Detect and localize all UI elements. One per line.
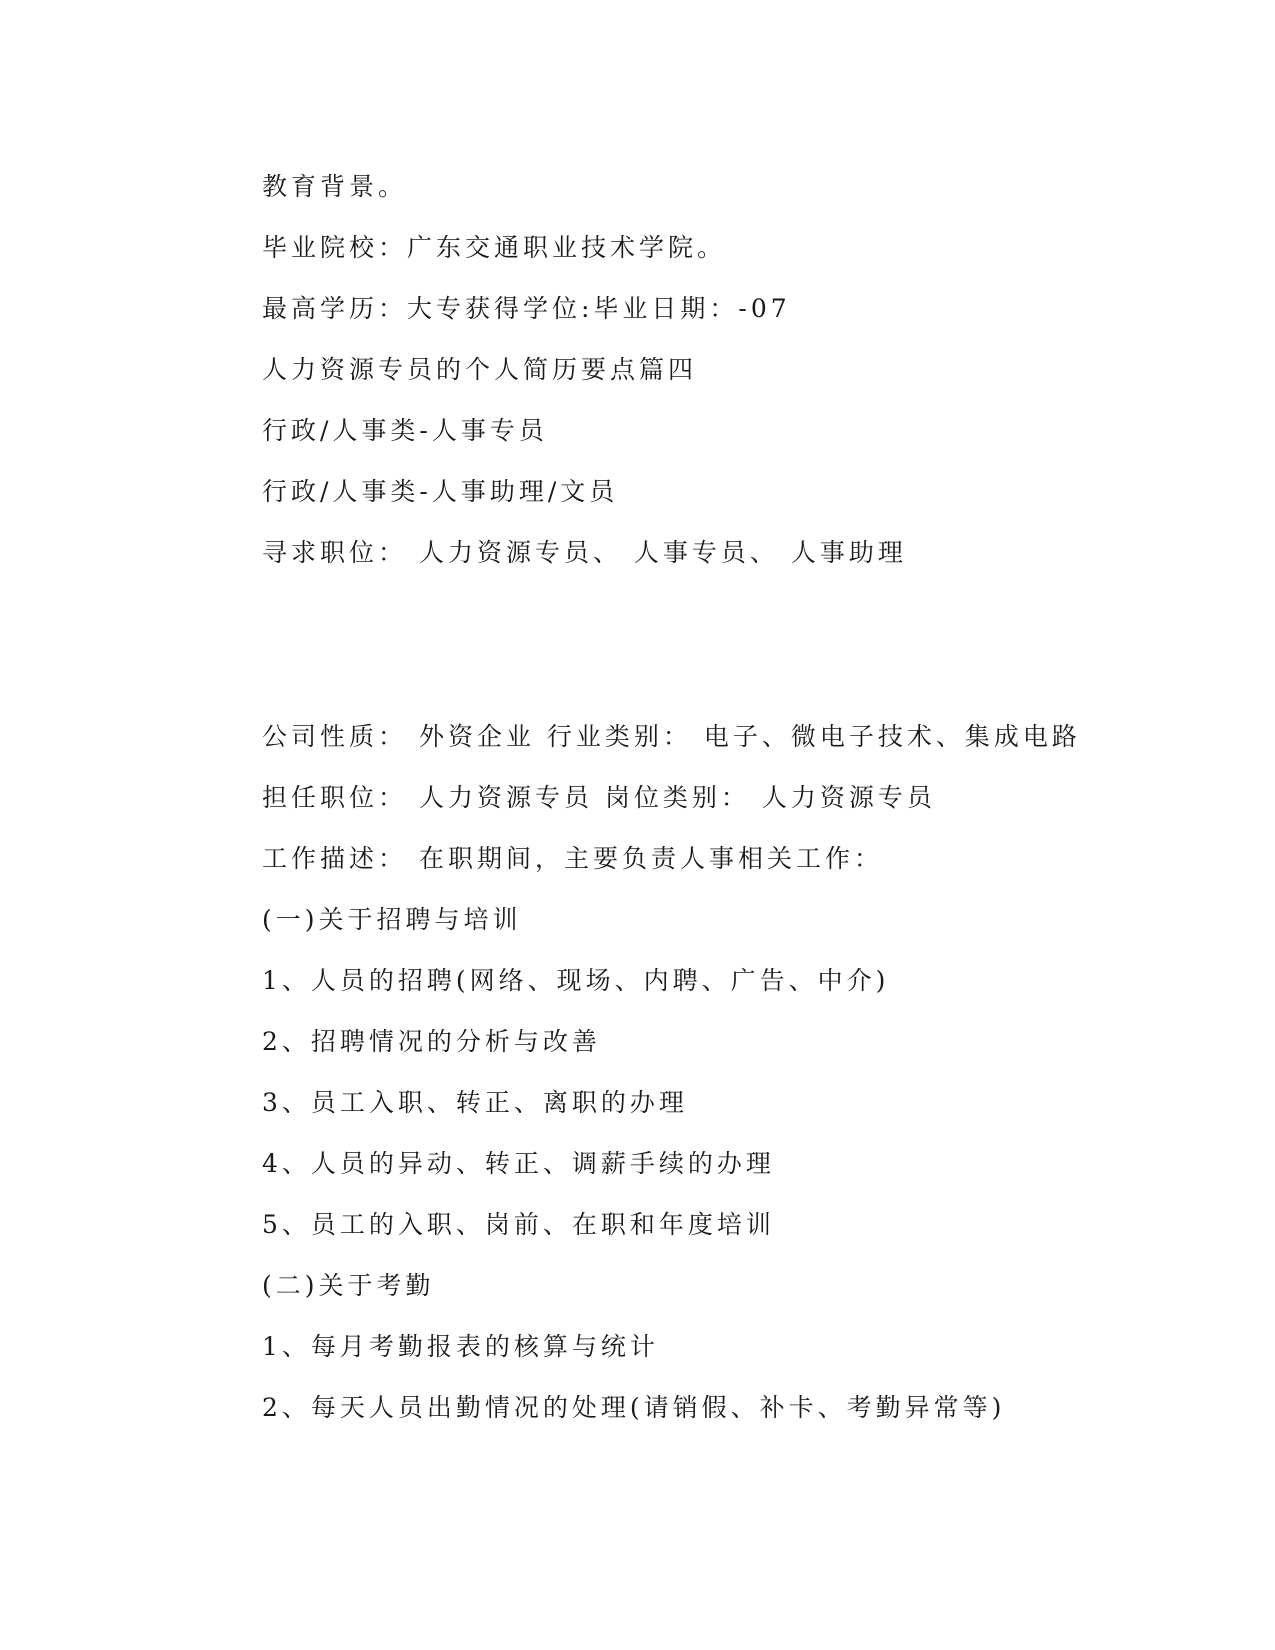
- job-category-line-2: 行政/人事类-人事助理/文员: [262, 477, 619, 506]
- graduate-school-line: 毕业院校：广东交通职业技术学院。: [262, 233, 727, 262]
- list-item: 5、员工的入职、岗前、在职和年度培训: [262, 1210, 775, 1239]
- education-heading: 教育背景。: [262, 172, 408, 201]
- desired-position-line: 寻求职位： 人力资源专员、 人事专员、 人事助理: [262, 538, 907, 567]
- list-item: 2、招聘情况的分析与改善: [262, 1027, 601, 1056]
- highest-degree-line: 最高学历：大专获得学位:毕业日期：-07: [262, 294, 791, 323]
- position-held-line: 担任职位： 人力资源专员 岗位类别： 人力资源专员: [262, 783, 936, 812]
- job-description-line: 工作描述： 在职期间，主要负责人事相关工作：: [262, 844, 883, 873]
- recruitment-training-heading: (一)关于招聘与培训: [262, 905, 522, 934]
- list-item: 3、员工入职、转正、离职的办理: [262, 1088, 688, 1117]
- job-category-line-1: 行政/人事类-人事专员: [262, 416, 548, 445]
- list-item: 1、人员的招聘(网络、现场、内聘、广告、中介): [262, 966, 890, 995]
- section-title: 人力资源专员的个人简历要点篇四: [262, 355, 698, 384]
- list-item: 4、人员的异动、转正、调薪手续的办理: [262, 1149, 775, 1178]
- company-nature-line: 公司性质： 外资企业 行业类别： 电子、微电子技术、集成电路: [262, 722, 1081, 751]
- list-item: 2、每天人员出勤情况的处理(请销假、补卡、考勤异常等): [262, 1393, 1006, 1422]
- attendance-heading: (二)关于考勤: [262, 1271, 435, 1300]
- list-item: 1、每月考勤报表的核算与统计: [262, 1332, 659, 1361]
